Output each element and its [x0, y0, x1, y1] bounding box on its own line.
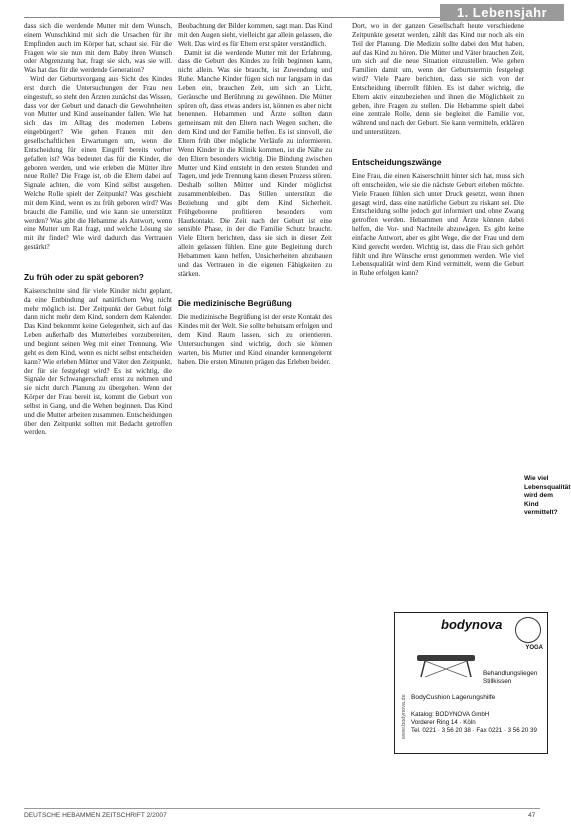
header-rule: [24, 17, 440, 18]
paragraph: Damit ist die werdende Mutter mit der Erfahrung, dass die Geburt des Kindes zu früh beginnen kann, nicht allein. Was sie braucht, ist Zuwendung und Ruhe. Manche Kinder fügen sich nur langsam in das Leben ein, brauchen Zeit, um sich an Licht, Geräusche und Berührung zu gewöhnen. Die Mütter spüren oft, dass etwas anders ist, können es aber nicht benennen. Hebammen und Ärzte sollten dann gemeinsam mit den Eltern nach Wegen suchen, die dem Kind und der Familie helfen. Es ist sinnvoll, die Eltern früh über mögliche Verläufe zu informieren. Wenn Kinder in die Klinik kommen, ist die Nähe zu den Eltern besonders wichtig. Die Bindung zwischen Mutter und Kind entsteht in den ersten Stunden und Tagen, und jede Trennung kann diesen Prozess stören. Deshalb sollten Mütter und Kinder möglichst zusammenbleiben. Das Stillen unterstützt die Beziehung und gibt dem Kind Sicherheit. Frühgeborene profitieren besonders vom Hautkontakt. Die Zeit nach der Geburt ist eine sensible Phase, in der die Familie Schutz braucht. Viele Eltern berichten, dass sie sich in dieser Zeit allein gelassen fühlen. Eine gute Begleitung durch Hebammen kann helfen, Unsicherheiten abzubauen und das Vertrauen in die eigenen Fähigkeiten zu stärken.: [178, 48, 332, 278]
footer-rule: [24, 808, 540, 809]
ad-contact-line: Vorderer Ring 14 · Köln: [411, 719, 476, 726]
ad-product-line: Behandlungsliegen: [483, 670, 538, 677]
section-title: 1. Lebensjahr: [440, 4, 564, 21]
column-2: [178, 22, 332, 367]
paragraph: Beobachtung der Bilder kommen, sagt man. Das Kind mit den Augen sieht, vielleicht gar allein gelassen, die Welt. Das wird es für Eltern erst später verständlich.: [178, 22, 332, 48]
page-number: 47: [528, 812, 536, 819]
section-heading: Zu früh oder zu spät geboren?: [24, 271, 144, 282]
section-heading: Die medizinische Begrüßung: [178, 298, 292, 309]
paragraph: Wird der Geburtsvorgang aus Sicht des Kindes erst durch die Untersuchungen der Frau neu eingestuft, so steht den Ärzten zunächst das Wissen, dass vor der Geburt und danach die Gewohnheiten von Mutter und Kind auseinander fallen. Wie hat sich das im Alltag des modernen Lebens eingebürgert? Wie gehen Frauen mit den gesellschaftlichen Erwartungen um, wenn die Entscheidung für einen Eingriff bereits vorher gefallen ist? Was bedeutet das für die Kinder, die geboren werden, und wie erleben die Mütter ihre neue Rolle? Die Frage ist, ob die Eltern dabei auf Signale achten, die vom Kind selbst ausgehen. Welche Rolle spielt der Zeitpunkt? Was geschieht mit dem Kind, wenn es zu früh geboren wird? Was braucht die Familie, und wie kann sie unterstützt werden? Was gibt die Hebamme als Antwort, wenn eine Mutter um Rat fragt, und welche Lösung sie mit ihr findet? Wie wird dadurch das Vertrauen gestärkt?: [24, 75, 172, 252]
paragraph: dass sich die werdende Mutter mit dem Wunsch, einem Wunschkind mit sich die Ursachen für ihr Empfinden auch im Körper hat, schaut sie. Für die Fragen wie sie nun mit dem Baby ihren Wunsch oder Abgrenzung hat, fragt sie sich, was sie will. Was hat das für die werdende Generation?: [24, 22, 172, 75]
paragraph: Die medizinische Begrüßung ist der erste Kontakt des Kindes mit der Welt. Sie sollte behutsam erfolgen und dem Kind Raum lassen, sich zu orientieren. Untersuchungen sind wichtig, doch sie können warten, bis Mutter und Kind einander kennengelernt haben. Die ersten Minuten prägen das Erleben beider.: [178, 313, 332, 366]
column-3: [352, 22, 524, 278]
advertisement[interactable]: [394, 612, 548, 754]
ad-product-cushion: BodyCushion Lagerungshilfe: [411, 694, 496, 701]
ad-product-list: [483, 670, 543, 686]
ad-website: www.bodynova.de: [401, 694, 407, 739]
ad-product-line: Stillkissen: [483, 678, 512, 685]
section-heading: Entscheidungszwänge: [352, 156, 442, 167]
paragraph: Kaiserschnitte sind für viele Kinder nicht geplant, da eine Entbindung auf natürlichem Weg nicht mehr möglich ist. Der Zeitpunkt der Geburt folgt dann nicht mehr dem Kind, sondern dem Kalender. Das Kind bekommt keine Gelegenheit, sich auf das Leben außerhalb des Mutterleibes vorzubereiten, und beginnt seinen Weg mit einer Trennung. Wie geht es dem Kind, wenn es nicht selbst entscheiden kann? Wie erleben Mütter und Väter den Zeitpunkt, der für sie festgelegt wird? Es ist wichtig, die Signale der Schwangerschaft ernst zu nehmen und sie nicht durch Planung zu übergehen. Wenn der Körper der Frau bereit ist, kommt die Geburt von selbst in Gang, und die Wehen beginnen. Das Kind und die Mutter arbeiten zusammen. Entscheidungen über den Zeitpunkt sollten mit Bedacht getroffen werden.: [24, 286, 172, 437]
pull-quote: Wie viel Lebensqualität wird dem Kind vermittelt?: [524, 475, 571, 517]
ad-seal-icon: [515, 617, 541, 643]
column-1: [24, 22, 172, 437]
paragraph: Dort, wo in der ganzen Gesellschaft heute verschiedene Zeitpunkte gesetzt werden, zählt das Kind nur noch als ein Teil der Planung. Die Medizin sollte dabei den Mut haben, auf das Kind zu hören. Die Mütter und Väter brauchen Zeit, um sich auf die neue Situation einzustellen. Wie gehen Familien damit um, wenn der Geburtstermin festgelegt wird? Viele Paare berichten, dass sie sich von der Entscheidung überrollt fühlen. Es ist daher wichtig, die Eltern aktiv einzubeziehen und ihnen die Möglichkeit zu geben, ihre Fragen zu stellen. Die Hebamme spielt dabei eine zentrale Rolle, denn sie begleitet die Familie vor, während und nach der Geburt. Sie kann vermitteln, erklären und unterstützen.: [352, 22, 524, 137]
journal-name: DEUTSCHE HEBAMMEN ZEITSCHRIFT 2/2007: [24, 812, 167, 819]
massage-table-image: [415, 649, 477, 679]
ad-contact-line: Katalog: BODYNOVA GmbH: [411, 711, 490, 718]
ad-contact: [411, 711, 541, 735]
ad-contact-line: Tel. 0221 · 3 56 20 38 · Fax 0221 · 3 56 20 39: [411, 727, 537, 734]
ad-brand-logo: bodynova: [441, 617, 503, 632]
ad-tag: YOGA: [525, 645, 543, 651]
paragraph: Eine Frau, die einen Kaiserschnitt hinter sich hat, muss sich oft entscheiden, wie sie die nächste Geburt erleben möchte. Viele Frauen fühlen sich unter Druck gesetzt, wenn ihnen gesagt wird, dass eine natürliche Geburt zu riskant sei. Die Entscheidung sollte jedoch gut informiert und ohne Zwang getroffen werden. Hebammen und Ärzte können dabei helfen, die Vor- und Nachteile abzuwägen. Es gibt keine einfache Antwort, aber es gibt Wege, die der Frau und dem Kind gerecht werden. Wichtig ist, dass die Frau sich gehört fühlt und ihre Wünsche ernst genommen werden. Wie viel Lebensqualität wird dem Kind vermittelt, wenn die Geburt in Ruhe erfolgen kann?: [352, 171, 524, 278]
